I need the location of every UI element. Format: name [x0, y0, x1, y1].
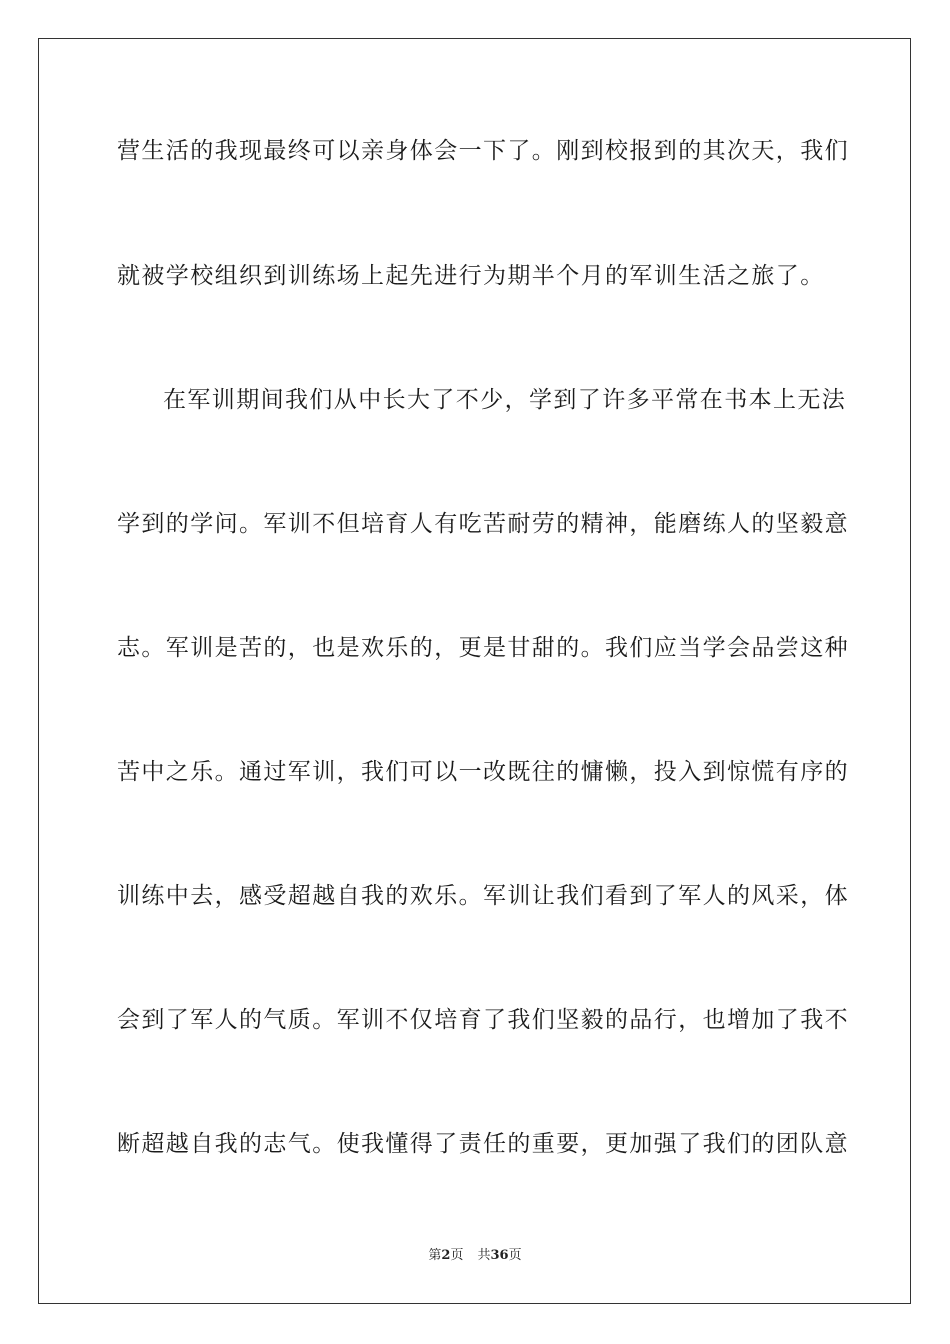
footer-total-prefix: 共 — [477, 1248, 491, 1263]
footer-page-prefix: 第 — [428, 1248, 442, 1263]
page-border — [38, 38, 911, 1304]
text-line-7: 训练中去，感受超越自我的欢乐。军训让我们看到了军人的风采，体 — [117, 883, 849, 909]
page-footer — [0, 1247, 950, 1265]
text-line-1: 营生活的我现最终可以亲身体会一下了。刚到校报到的其次天，我们 — [117, 138, 849, 164]
text-line-5: 志。军训是苦的，也是欢乐的，更是甘甜的。我们应当学会品尝这种 — [117, 635, 849, 661]
footer-page-unit: 页 — [450, 1248, 464, 1263]
text-line-6: 苦中之乐。通过军训，我们可以一改既往的慵懒，投入到惊慌有序的 — [117, 759, 849, 785]
footer-total-unit: 页 — [508, 1248, 522, 1263]
text-line-4: 学到的学问。军训不但培育人有吃苦耐劳的精神，能磨练人的坚毅意 — [117, 511, 849, 537]
text-line-2: 就被学校组织到训练场上起先进行为期半个月的军训生活之旅了。 — [117, 263, 825, 289]
text-line-3: 在军训期间我们从中长大了不少，学到了许多平常在书本上无法 — [163, 387, 847, 413]
text-line-8: 会到了军人的气质。军训不仅培育了我们坚毅的品行，也增加了我不 — [117, 1007, 849, 1033]
footer-total-pages: 36 — [490, 1248, 509, 1263]
footer-page-number: 2 — [441, 1248, 451, 1263]
text-line-9: 断超越自我的志气。使我懂得了责任的重要，更加强了我们的团队意 — [117, 1131, 849, 1157]
